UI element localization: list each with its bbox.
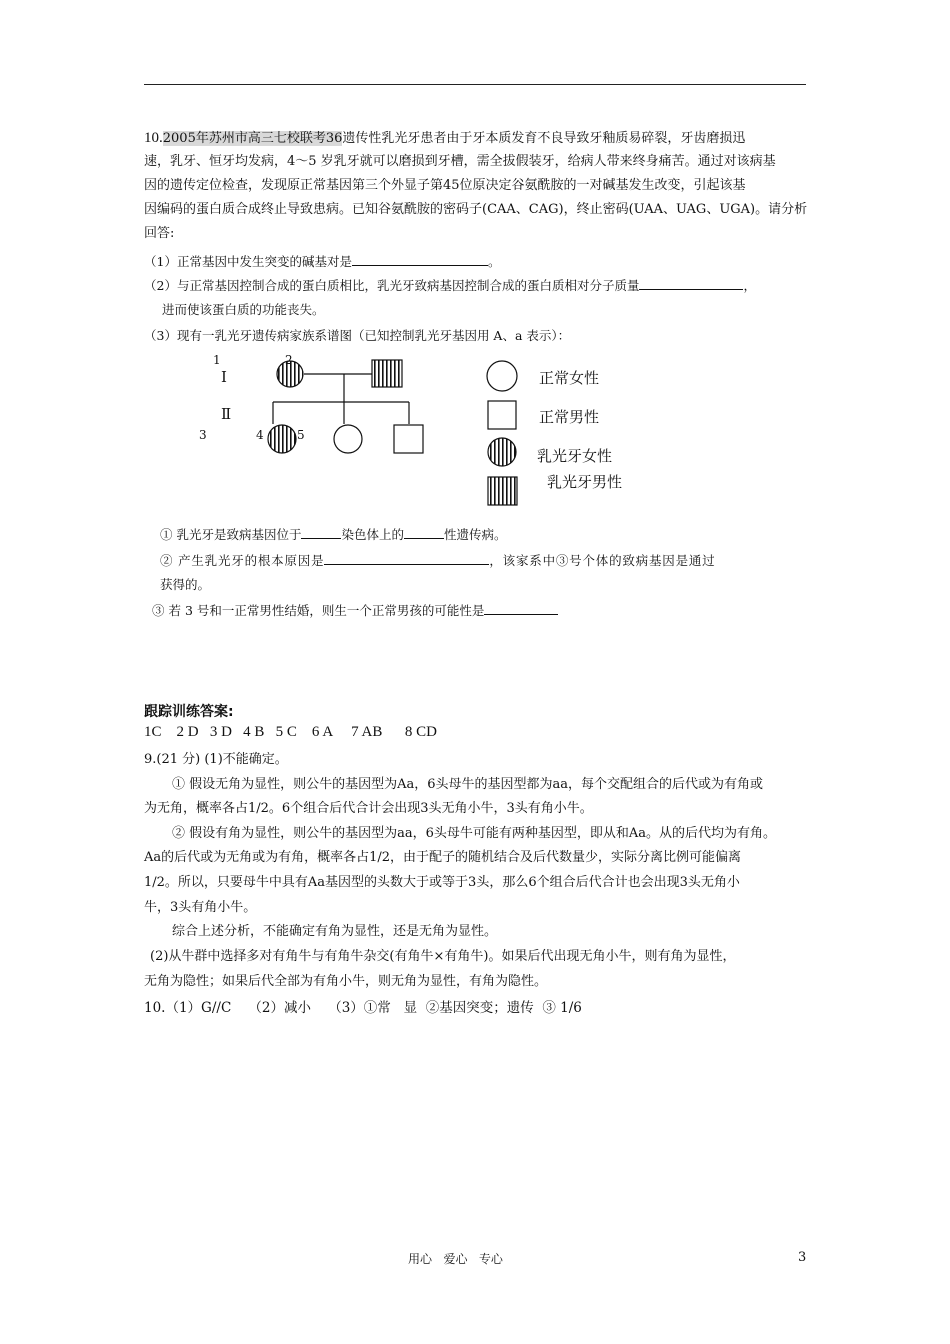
legend-normal-female-symbol xyxy=(487,361,517,391)
answer-9-p3: 综合上述分析，不能确定有角为显性，还是无角为显性。 xyxy=(172,924,498,939)
q10-sub2-text: （2）与正常基因控制合成的蛋白质相比，乳光牙致病基因控制合成的蛋白质相对分子质量 xyxy=(144,278,640,293)
q10-line1-text: 遗传性乳光牙患者由于牙本质发育不良导致牙釉质易碎裂，牙齿磨损迅 xyxy=(342,131,746,146)
legend-normal-male: 正常男性 xyxy=(539,408,600,426)
answer-9-p2-l4: 牛，3头有角小牛。 xyxy=(144,900,257,915)
pedigree-number-4: 4 xyxy=(256,428,264,442)
q3-item-3-text: ③ 若 3 号和一正常男性结婚，则生一个正常男孩的可能性是 xyxy=(152,603,485,618)
answer-9-p1-l2: 为无角，概率各占1/2。6个组合后代合计会出现3头无角小牛，3头有角小牛。 xyxy=(144,801,593,816)
answer-blank xyxy=(404,525,444,539)
q10-sub2 xyxy=(144,274,756,298)
q10-line3: 因的遗传定位检查，发现原正常基因第三个外显子第45位原决定谷氨酰胺的一对碱基发生改变，引起该基 xyxy=(144,178,746,193)
q10-sub1-text: （1）正常基因中发生突变的碱基对是 xyxy=(144,254,352,269)
normal-female-symbol xyxy=(334,425,362,453)
q3-item-1 xyxy=(160,523,507,547)
q10-sub2-cont: 进而使该蛋白质的功能丧失。 xyxy=(162,302,325,317)
q10-sub1 xyxy=(144,250,500,274)
q10-sub3: （3）现有一乳光牙遗传病家族系谱图（已知控制乳光牙基因用 A、a 表示）： xyxy=(144,328,571,343)
q3-item-1-end: 性遗传病。 xyxy=(444,527,507,542)
answer-blank xyxy=(352,252,488,266)
q10-line1 xyxy=(144,126,745,151)
legend-affected-female: 乳光牙女性 xyxy=(537,447,613,465)
q3-item-3 xyxy=(152,599,558,623)
q3-item-1-text: ① 乳光牙是致病基因位于 xyxy=(160,527,302,542)
pedigree-number-1: 1 xyxy=(213,353,221,367)
q10-sub1-end: 。 xyxy=(487,254,501,269)
q10-source: 2005年苏州市高三七校联考36 xyxy=(162,131,343,146)
generation-2-label: Ⅱ xyxy=(221,405,232,423)
q10-line2: 速，乳牙、恒牙均发病，4～5 岁乳牙就可以磨损到牙槽，需全拔假装牙，给病人带来终身痛苦。通过对该病基 xyxy=(144,154,776,169)
page-number: 3 xyxy=(798,1250,807,1265)
answer-9-p2-l3: 1/2。所以，只要母牛中具有Aa基因型的头数大于或等于3头，那么6个组合后代合计也会出现3头无角小 xyxy=(144,875,740,890)
q10-line4: 因编码的蛋白质合成终止导致患病。已知谷氨酰胺的密码子(CAA、CAG)，终止密码(UAA、UAG、UGA)。请分析 xyxy=(144,202,808,217)
normal-male-symbol xyxy=(394,425,423,453)
footer-slogan: 用心 爱心 专心 xyxy=(408,1252,503,1266)
answers-multiple-choice: 1C 2 D 3 D 4 B 5 C 6 A 7 AB 8 CD xyxy=(144,724,437,740)
answer-9-head: 9.(21 分) (1)不能确定。 xyxy=(144,752,288,767)
header-rule xyxy=(144,84,806,85)
answer-9-p4-l1: (2)从牛群中选择多对有角牛与有角牛杂交(有角牛×有角牛)。如果后代出现无角小牛，则有角为显性， xyxy=(150,949,736,964)
answers-heading: 跟踪训练答案: xyxy=(144,704,234,720)
answer-9-p4-l2: 无角为隐性；如果后代全部为有角小牛，则无角为显性，有角为隐性。 xyxy=(144,974,548,989)
answer-9-p2-l2: Aa的后代或为无角或为有角，概率各占1/2，由于配子的随机结合及后代数量少，实际分离比例可能偏离 xyxy=(144,850,742,865)
legend-normal-male-symbol xyxy=(488,401,516,429)
legend-affected-male-symbol xyxy=(488,477,517,505)
legend-normal-female: 正常女性 xyxy=(539,369,600,387)
q10-line5: 回答: xyxy=(144,226,175,241)
answer-blank xyxy=(639,276,743,290)
pedigree-number-5: 5 xyxy=(297,428,305,442)
legend-affected-male: 乳光牙男性 xyxy=(547,473,623,491)
answer-blank xyxy=(324,551,489,565)
q3-item-2 xyxy=(160,549,715,573)
answer-9-p1-l1: ① 假设无角为显性，则公牛的基因型为Aa，6头母牛的基因型都为aa，每个交配组合的后代或为有角或 xyxy=(172,777,764,792)
answer-10: 10.（1）G//C （2）减小 （3）①常 显 ②基因突变；遗传 ③ 1/6 xyxy=(144,1000,582,1016)
q3-item-2-cont: 获得的。 xyxy=(160,577,211,592)
q10-number: 10. xyxy=(144,130,163,146)
answer-9-p2-l1: ② 假设有角为显性，则公牛的基因型为aa，6头母牛可能有两种基因型，即从和Aa。从的后代均为有角。 xyxy=(172,826,777,841)
affected-male-symbol xyxy=(372,360,402,387)
pedigree-number-3: 3 xyxy=(199,428,207,442)
answer-blank xyxy=(301,525,341,539)
q3-item-2-mid: ，该家系中③号个体的致病基因是通过 xyxy=(489,553,716,568)
q10-sub2-end: ， xyxy=(743,278,756,293)
q3-item-1-mid: 染色体上的 xyxy=(341,527,404,542)
generation-1-label: Ⅰ xyxy=(221,368,227,386)
affected-female-symbol xyxy=(268,425,296,453)
pedigree-number-2: 2 xyxy=(285,353,293,367)
q3-item-2-text: ② 产生乳光牙的根本原因是 xyxy=(160,553,325,568)
answer-blank xyxy=(484,601,558,615)
legend-affected-female-symbol xyxy=(488,438,516,466)
